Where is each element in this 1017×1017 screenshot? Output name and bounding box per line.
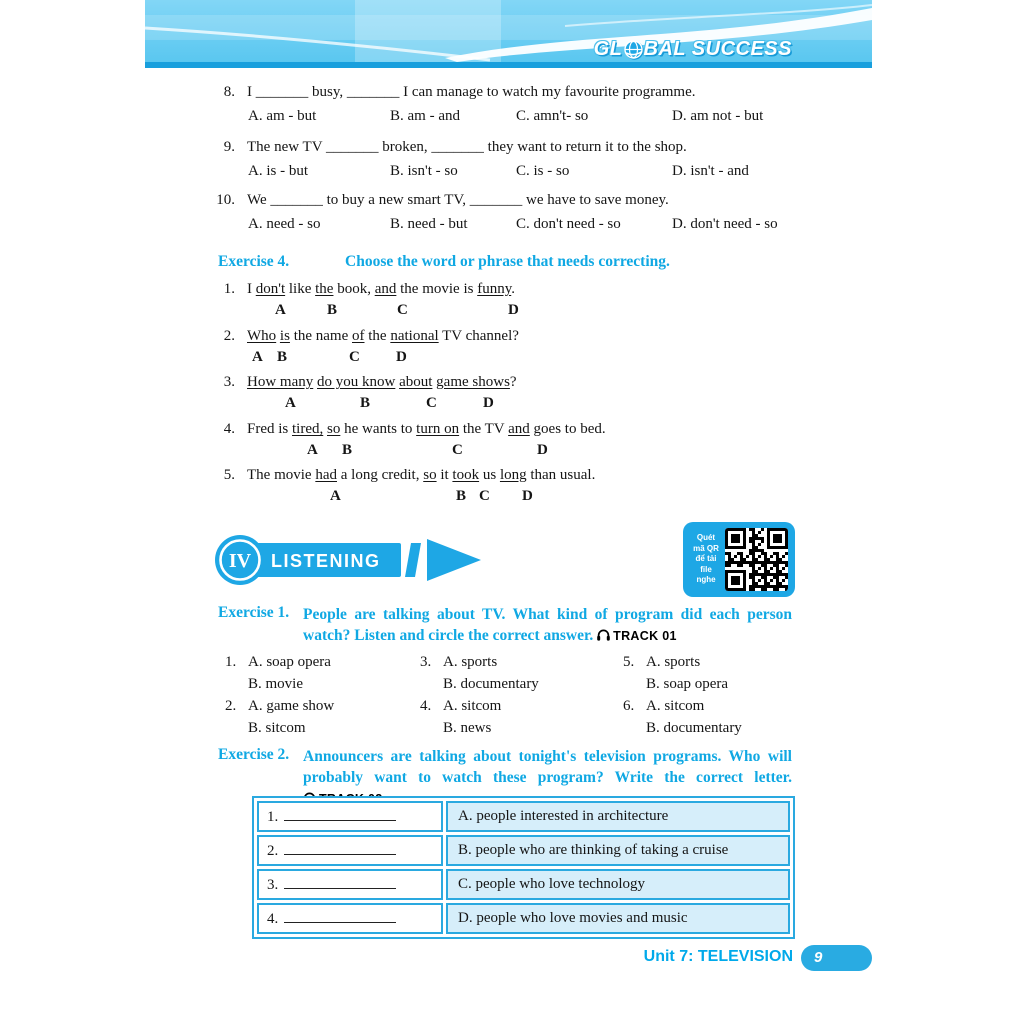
underlined-word: so: [423, 467, 437, 483]
correction-item: [145, 467, 872, 511]
choice-letter: C: [452, 442, 463, 458]
choice-letter: D: [508, 302, 519, 318]
option-number: 6.: [623, 698, 635, 714]
qr-label-line: mã QR: [693, 543, 719, 553]
item-number: 5.: [223, 467, 235, 483]
plain-text: than usual.: [526, 467, 596, 483]
option-number: 4.: [420, 698, 432, 714]
row-number: 1.: [267, 809, 279, 825]
qr-label-line: nghe: [696, 575, 716, 585]
answer-option: C. don't need - so: [516, 216, 621, 232]
answer-cell: [257, 801, 443, 832]
choice-letter: C: [397, 302, 408, 318]
logo-text-suffix: BAL SUCCESS: [643, 38, 792, 60]
option-number: 1.: [225, 654, 237, 670]
plain-text: like: [285, 281, 316, 297]
exercise4-title: Choose the word or phrase that needs correcting.: [345, 253, 670, 270]
underlined-word: of: [352, 328, 365, 344]
item-sentence: [247, 467, 595, 484]
description-cell: C. people who love technology: [446, 869, 790, 900]
underlined-word: long: [499, 467, 527, 483]
option-a-text: A. sports: [443, 654, 498, 670]
table-row: [257, 903, 790, 934]
correction-item: [145, 281, 872, 325]
exercise-label: Exercise 2.: [218, 746, 290, 763]
option-a-text: A. soap opera: [248, 654, 331, 670]
listening-option: [225, 695, 334, 739]
choice-letter: A: [252, 349, 263, 365]
item-sentence: [247, 281, 515, 298]
item-number: 1.: [223, 281, 235, 297]
plain-text: he wants to: [340, 421, 417, 437]
matching-table-wrap: [252, 796, 795, 939]
item-sentence: [247, 374, 517, 391]
qr-label-line: Quét: [696, 533, 716, 543]
listening-option: [420, 695, 501, 739]
track-number: TRACK 01: [613, 629, 677, 643]
answer-cell: [257, 869, 443, 900]
question-text: I _______ busy, _______ I can manage to watch my favourite programme.: [247, 84, 696, 100]
qr-label: [687, 533, 725, 586]
option-b-text: B. documentary: [443, 676, 539, 692]
choice-letter: C: [426, 395, 437, 411]
row-number: 4.: [267, 911, 279, 927]
option-b-text: B. sitcom: [248, 720, 306, 736]
answer-blank: [284, 909, 396, 923]
question-text: We _______ to buy a new smart TV, _______ we have to save money.: [247, 192, 669, 208]
section-title: LISTENING: [271, 551, 381, 571]
correction-item: [145, 328, 872, 372]
choice-letter: D: [396, 349, 407, 365]
exercise-instructions: Announcers are talking about tonight's television programs. Who will probably want to watch these program? Write the correct letter.: [303, 746, 792, 810]
section-number: IV: [228, 550, 252, 572]
listening-option: [623, 651, 728, 695]
underlined-word: game shows: [436, 374, 510, 390]
answer-blank: [284, 841, 396, 855]
item-number: 4.: [223, 421, 235, 437]
underlined-word: and: [374, 281, 397, 297]
choice-letter: B: [327, 302, 338, 318]
listening-option: [420, 651, 539, 695]
listening-section-banner: [213, 533, 483, 587]
plain-text: ?: [509, 374, 517, 390]
plain-text: goes to bed.: [529, 421, 606, 437]
option-line-a: [623, 695, 742, 717]
question-number: 10.: [216, 192, 235, 208]
option-b-text: B. news: [443, 720, 492, 736]
choice-letter: A: [307, 442, 318, 458]
plain-text: a long credit,: [337, 467, 424, 483]
option-line-a: [225, 695, 334, 717]
logo-text-prefix: GL: [593, 38, 623, 60]
question-text: The new TV _______ broken, _______ they want to return it to the shop.: [247, 139, 687, 155]
answer-option: D. isn't - and: [672, 163, 749, 179]
qr-code-box: [683, 522, 795, 597]
choice-letter: B: [360, 395, 371, 411]
plain-text: the movie is: [396, 281, 478, 297]
option-b-text: B. soap opera: [646, 676, 729, 692]
table-row: [257, 835, 790, 866]
qr-label-line: file: [700, 564, 712, 574]
item-number: 3.: [223, 374, 235, 390]
globe-icon: [624, 40, 643, 59]
listening-option: [623, 695, 742, 739]
option-a-text: A. sports: [646, 654, 701, 670]
answer-blank: [284, 807, 396, 821]
answer-option: A. need - so: [248, 216, 321, 232]
plain-text: TV channel?: [438, 328, 519, 344]
plain-text: I: [247, 281, 256, 297]
listening-option: [225, 651, 331, 695]
answer-blank: [284, 875, 396, 889]
page-number-badge: 9: [801, 945, 872, 971]
answer-option: D. am not - but: [672, 108, 764, 124]
underlined-word: had: [315, 467, 337, 483]
choice-letter: A: [330, 488, 341, 504]
option-b-text: B. documentary: [646, 720, 742, 736]
answer-option: A. am - but: [248, 108, 317, 124]
item-sentence: [247, 421, 606, 438]
plain-text: Fred is: [247, 421, 292, 437]
question-number: 9.: [223, 139, 235, 155]
exercise-label: Exercise 1.: [218, 604, 290, 621]
underlined-word: the: [315, 281, 334, 297]
unit-footer: Unit 7: TELEVISION: [643, 948, 793, 965]
underlined-word: How many: [247, 374, 314, 390]
choice-letter: D: [537, 442, 548, 458]
pencil-banner: [213, 533, 483, 587]
choice-letter: B: [277, 349, 288, 365]
plain-text: book,: [333, 281, 375, 297]
description-cell: D. people who love movies and music: [446, 903, 790, 934]
option-b-text: B. movie: [248, 676, 303, 692]
matching-table: [254, 798, 793, 937]
underlined-word: national: [390, 328, 439, 344]
underlined-word: funny: [477, 281, 512, 297]
choice-letter: C: [349, 349, 360, 365]
option-number: 5.: [623, 654, 635, 670]
item-number: 2.: [223, 328, 235, 344]
underlined-word: took: [452, 467, 480, 483]
answer-option: A. is - but: [248, 163, 308, 179]
option-a-text: A. sitcom: [646, 698, 705, 714]
option-line-a: [225, 651, 331, 673]
table-row: [257, 869, 790, 900]
plain-text: the name: [289, 328, 352, 344]
choice-letter: A: [275, 302, 286, 318]
underlined-word: tired,: [292, 421, 324, 437]
choice-letter: D: [483, 395, 494, 411]
choice-letter: B: [342, 442, 353, 458]
plain-text: the: [364, 328, 391, 344]
option-a-text: A. sitcom: [443, 698, 502, 714]
option-number: 3.: [420, 654, 432, 670]
plain-text: us: [479, 467, 500, 483]
row-number: 2.: [267, 843, 279, 859]
answer-option: D. don't need - so: [672, 216, 778, 232]
underlined-word: and: [508, 421, 530, 437]
choice-letter: A: [285, 395, 296, 411]
plain-text: The movie: [247, 467, 316, 483]
answer-cell: [257, 835, 443, 866]
choice-letter: B: [456, 488, 467, 504]
track-label: [597, 629, 677, 643]
underlined-word: do you know: [317, 374, 396, 390]
answer-option: B. am - and: [390, 108, 460, 124]
underlined-word: Who: [247, 328, 277, 344]
underlined-word: don't: [255, 281, 286, 297]
option-line-a: [420, 695, 501, 717]
plain-text: it: [436, 467, 453, 483]
answer-option: B. need - but: [390, 216, 468, 232]
question-block: [145, 139, 872, 189]
underlined-word: about: [399, 374, 433, 390]
question-block: [145, 84, 872, 134]
correction-item: [145, 374, 872, 418]
question-number: 8.: [223, 84, 235, 100]
description-cell: B. people who are thinking of taking a cruise: [446, 835, 790, 866]
plain-text: .: [511, 281, 515, 297]
answer-option: B. isn't - so: [390, 163, 458, 179]
description-cell: A. people interested in architecture: [446, 801, 790, 832]
choice-letter: C: [479, 488, 490, 504]
global-success-logo: [594, 38, 792, 61]
plain-text: the TV: [459, 421, 509, 437]
answer-option: C. is - so: [516, 163, 570, 179]
exercise-instructions: People are talking about TV. What kind of program did each person watch? Listen and circle the correct answer. TRACK 01: [303, 606, 792, 644]
underlined-word: is: [279, 328, 290, 344]
question-block: [145, 192, 872, 242]
correction-item: [145, 421, 872, 465]
option-line-a: [420, 651, 539, 673]
exercise4-label: Exercise 4.: [218, 253, 290, 270]
option-number: 2.: [225, 698, 237, 714]
headphones-icon: [597, 629, 610, 641]
option-line-a: [623, 651, 728, 673]
qr-label-line: để tải: [695, 554, 717, 564]
answer-option: C. amn't- so: [516, 108, 589, 124]
option-a-text: A. game show: [248, 698, 335, 714]
choice-letter: D: [522, 488, 533, 504]
workbook-page: [145, 0, 872, 1017]
underlined-word: turn on: [416, 421, 460, 437]
item-sentence: [247, 328, 519, 345]
row-number: 3.: [267, 877, 279, 893]
answer-cell: [257, 903, 443, 934]
underlined-word: so: [327, 421, 341, 437]
qr-code: [725, 528, 788, 591]
page-header: [145, 0, 872, 68]
table-row: [257, 801, 790, 832]
